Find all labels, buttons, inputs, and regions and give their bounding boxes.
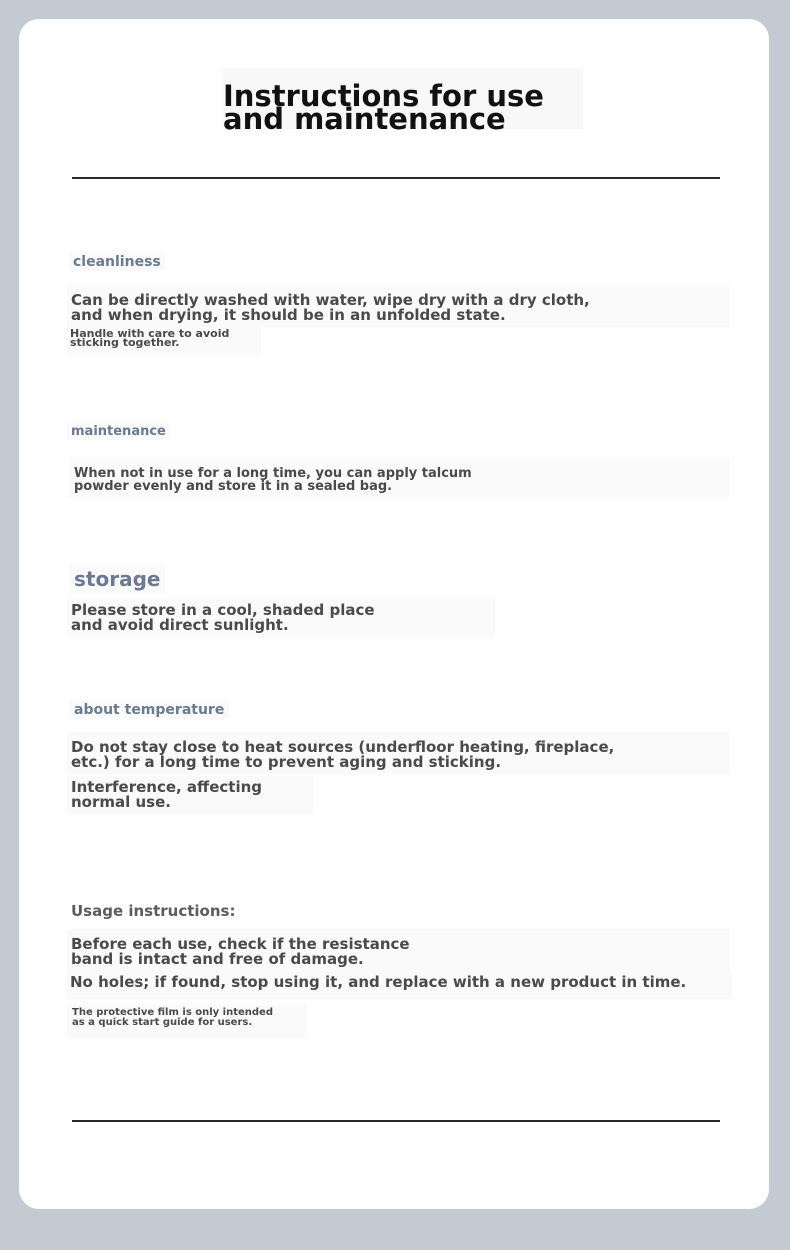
section-heading-about-temperature: about temperature [69, 701, 229, 719]
top-divider [72, 177, 720, 179]
section-heading-usage-instructions: Usage instructions: [71, 902, 236, 920]
section-heading-storage: storage [69, 565, 165, 593]
temperature-paragraph-1: Do not stay close to heat sources (underfloor heating, fireplace, etc.) for a long time to prevent aging and sticking. [67, 732, 730, 774]
usage-paragraph-3: The protective film is only intended as a quick start guide for users. [67, 1005, 307, 1038]
maintenance-paragraph-1: When not in use for a long time, you can apply talcum powder evenly and store it in a sealed bag. [69, 459, 729, 497]
temperature-paragraph-2: Interference, affecting normal use. [67, 776, 313, 814]
section-heading-cleanliness: cleanliness [69, 253, 165, 271]
usage-paragraph-2: No holes; if found, stop using it, and replace with a new product in time. [66, 971, 732, 999]
section-heading-maintenance: maintenance [67, 423, 170, 440]
page-title: Instructions for use and maintenance [223, 69, 583, 129]
cleanliness-paragraph-1: Can be directly washed with water, wipe dry with a dry cloth, and when drying, it should be in an unfolded state. [67, 285, 730, 327]
bottom-divider [72, 1120, 720, 1122]
usage-paragraph-1: Before each use, check if the resistance band is intact and free of damage. [67, 929, 730, 971]
storage-paragraph-1: Please store in a cool, shaded place and avoid direct sunlight. [67, 599, 495, 637]
cleanliness-paragraph-2: Handle with care to avoid sticking together. [67, 327, 261, 355]
instruction-card [19, 19, 769, 1209]
